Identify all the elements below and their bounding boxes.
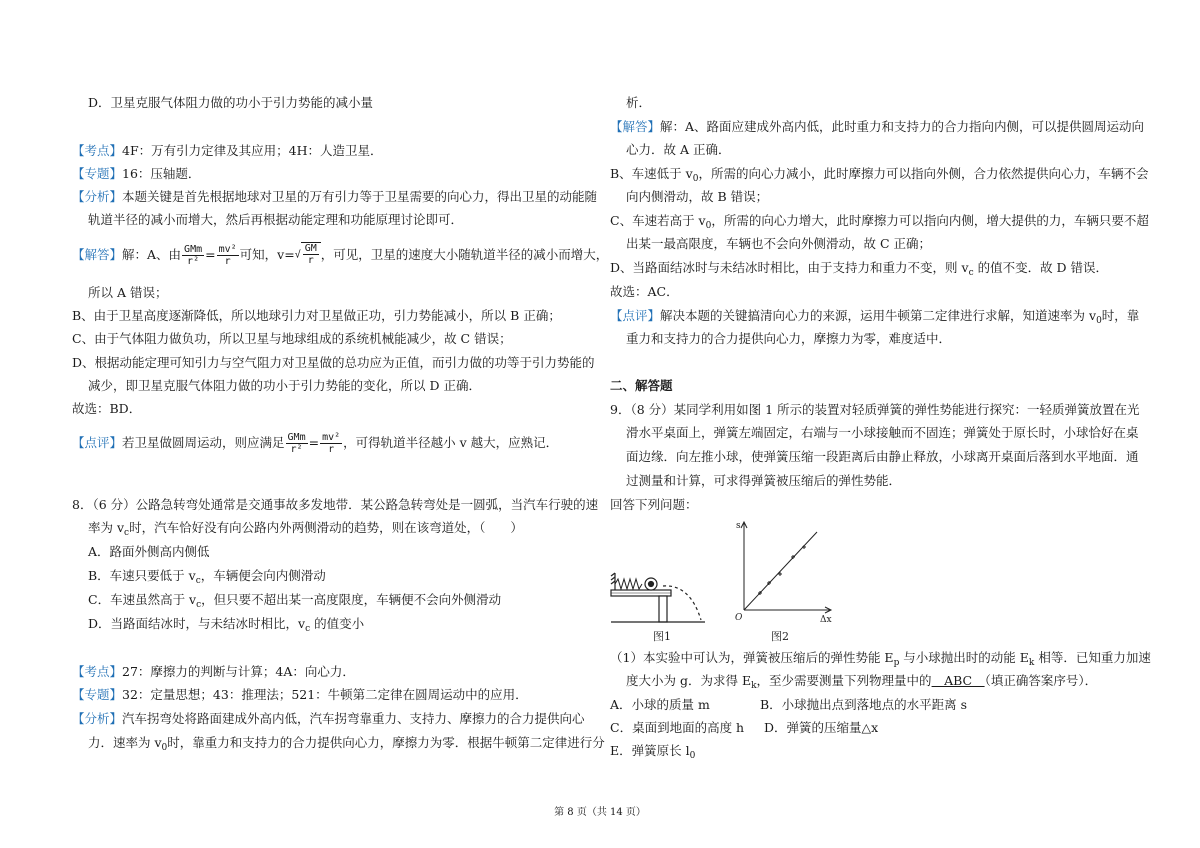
- q8-stem-line2: 率为 $v_c$时，汽车恰好没有向公路内外两侧滑动的趋势，则在该弯道处，（ ）: [88, 520, 523, 538]
- kaodian-q8: 【考点】27：摩擦力的判断与计算；4A：向心力．: [72, 664, 355, 679]
- figure2-axis-origin: O: [735, 613, 743, 623]
- dianping-q8-line1: 【点评】解决本题的关键搞清向心力的来源，运用牛顿第二定律进行求解，知道速率为 $v_0$时，靠: [610, 308, 1140, 326]
- formula-gmm-r2: $\frac{\text{GMm}}{\text{r²}}$: [184, 244, 203, 267]
- jieda-q8-b2: 向内侧滑动，故 B 错误；: [626, 189, 769, 204]
- jieda-q7-b: B、由于卫星高度逐渐降低，所以地球引力对卫星做正功，引力势能减小，所以 B 正确；: [72, 308, 561, 323]
- q9-part1-line2: 度大小为 g．为求得 $E_k$，至少需要测量下列物理量中的 ABC （填正确答案序号）．: [626, 673, 1098, 691]
- jieda-q7-d2: 减少，即卫星克服气体阻力做的功小于引力势能的变化，所以 D 正确．: [88, 378, 481, 393]
- jieda-q8-b1: B、车速低于 $v_0$，所需的向心力减小，此时摩擦力可以指向外侧，合力依然提供向心力，车辆不会: [610, 166, 1149, 184]
- formula-sqrt-gm-r: √ $\frac{GM}{r}$: [295, 242, 321, 269]
- formula-mv2-r-b: $\frac{\text{mv²}}{r}$: [322, 432, 341, 455]
- huida: 回答下列问题：: [610, 497, 698, 512]
- zhuanti-q8: 【专题】32：定量思想；43：推理法；521：牛顿第二定律在圆周运动中的应用．: [72, 687, 528, 702]
- q9-option-b: B．小球抛出点到落地点的水平距离 s: [760, 697, 968, 712]
- figure2-fit-line: [744, 532, 817, 610]
- figure2-data-point: [802, 545, 806, 549]
- q8-option-c: C．车速虽然高于 $v_c$，但只要不超出某一高度限度，车辆便不会向外侧滑动: [88, 592, 502, 610]
- fenxi-q8-line2: 力．速率为 $v_0$时，靠重力和支持力的合力提供向心力，摩擦力为零．根据牛顿第二定律进行分: [88, 735, 605, 753]
- q9-option-a: A．小球的质量 m: [610, 697, 710, 712]
- jieda-q8-c2: 出某一最高限度，车辆也不会向外侧滑动，故 C 正确；: [626, 236, 932, 251]
- option-d-q7: D．卫星克服气体阻力做的功小于引力势能的减小量: [88, 95, 374, 110]
- figure2-graph: [741, 522, 831, 613]
- jieda-q7-line1: 【解答】解：A、由 $\frac{\text{GMm}}{\text{r²}}$ = $\frac{\text{mv²}}{r}$ 可知，v=√ $\frac{GM}{r}$ ，可见，卫星的速度大小随轨道半径的减小而增大，: [72, 243, 609, 267]
- q9-option-c: C．桌面到地面的高度 h: [610, 720, 745, 735]
- figure2-axis-dx: Δx: [820, 615, 832, 625]
- page-footer: 第 8 页（共 14 页）: [554, 807, 646, 818]
- jieda-q7-a: 所以 A 错误；: [88, 285, 168, 300]
- q9-stem-line4: 过测量和计算，可求得弹簧被压缩后的弹性势能．: [626, 473, 902, 488]
- q8-option-d: D．当路面结冰时，与未结冰时相比，$v_c$ 的值变小: [88, 616, 365, 634]
- q8-option-a: A．路面外侧高内侧低: [88, 544, 210, 559]
- fenxi-q7-line1: 【分析】本题关键是首先根据地球对卫星的万有引力等于卫星需要的向心力，得出卫星的动能随: [72, 189, 598, 204]
- jieda-q7-d1: D、根据动能定理可知引力与空气阻力对卫星做的总功应为正值，而引力做的功等于引力势能的: [72, 355, 595, 370]
- jieda-q7-c: C、由于气体阻力做负功，所以卫星与地球组成的系统机械能减少，故 C 错误；: [72, 331, 512, 346]
- dianping-q8-line2: 重力和支持力的合力提供向心力，摩擦力为零，难度适中．: [626, 331, 952, 346]
- dianping-q7: 【点评】若卫星做圆周运动，则应满足 $\frac{\text{GMm}}{\text{r²}}$ = $\frac{\text{mv²}}{r}$ ，可得轨道半径越小 v 越大，应熟记．: [72, 432, 559, 455]
- jieda-q8-line1: 【解答】解：A、路面应建成外高内低，此时重力和支持力的合力指向内侧，可以提供圆周运动向: [610, 119, 1145, 134]
- q8-stem-line1: 8．（6 分）公路急转弯处通常是交通事故多发地带．某公路急转弯处是一圆弧，当汽车行驶的速: [72, 497, 599, 512]
- guxuan-q8: 故选：AC．: [610, 284, 679, 299]
- figure2-label: 图2: [771, 630, 789, 643]
- jieda-q8-line2: 心力．故 A 正确．: [626, 142, 731, 157]
- guxuan-q7: 故选：BD．: [72, 401, 142, 416]
- figure2-axis-s: s: [736, 521, 741, 531]
- formula-gmm-r2-b: $\frac{\text{GMm}}{\text{r²}}$: [287, 432, 306, 455]
- figure1-label: 图1: [653, 630, 671, 643]
- q9-option-d: D．弹簧的压缩量△x: [764, 720, 879, 735]
- q9-stem-line2: 滑水平桌面上，弹簧左端固定，右端与一小球接触而不固连；弹簧处于原长时，小球恰好在桌: [626, 425, 1139, 440]
- zhuanti-q7: 【专题】16：压轴题．: [72, 166, 201, 181]
- jieda-q8-d: D、当路面结冰时与未结冰时相比，由于支持力和重力不变，则 $v_c$ 的值不变．故 D 错误．: [610, 260, 1109, 278]
- jieda-q8-c1: C、车速若高于 $v_0$，所需的向心力增大，此时摩擦力可以指向内侧，增大提供的力，车辆只要不超: [610, 213, 1149, 231]
- fenxi-q8-line3: 析．: [626, 95, 652, 110]
- q8-option-b: B．车速只要低于 $v_c$，车辆便会向内侧滑动: [88, 568, 326, 586]
- q9-part1-line1: （1）本实验中可认为，弹簧被压缩后的弹性势能 $E_p$ 与小球抛出时的动能 $E_k$ 相等．已知重力加速: [610, 650, 1151, 668]
- q9-stem-line1: 9．（8 分）某同学利用如图 1 所示的装置对轻质弹簧的弹性势能进行探究：一轻质弹簧放置在光: [610, 402, 1140, 417]
- fenxi-q7-line2: 轨道半径的减小而增大，然后再根据动能定理和功能原理讨论即可．: [88, 212, 464, 227]
- figure1-table: [611, 573, 705, 622]
- kaodian-q7: 【考点】4F：万有引力定律及其应用；4H：人造卫星．: [72, 143, 383, 158]
- figure-apparatus: [605, 518, 855, 646]
- section-heading: 二、解答题: [610, 378, 673, 393]
- q9-option-e: E．弹簧原长 $l_0$: [610, 743, 696, 761]
- formula-mv2-r: $\frac{\text{mv²}}{r}$: [218, 244, 237, 267]
- fenxi-q8-line1: 【分析】汽车拐弯处将路面建成外高内低，汽车拐弯靠重力、支持力、摩擦力的合力提供向心: [72, 711, 585, 726]
- q9-answer: ABC: [931, 673, 985, 688]
- q9-stem-line3: 面边缘．向左推小球，使弹簧压缩一段距离后由静止释放，小球离开桌面后落到水平地面．通: [626, 449, 1139, 464]
